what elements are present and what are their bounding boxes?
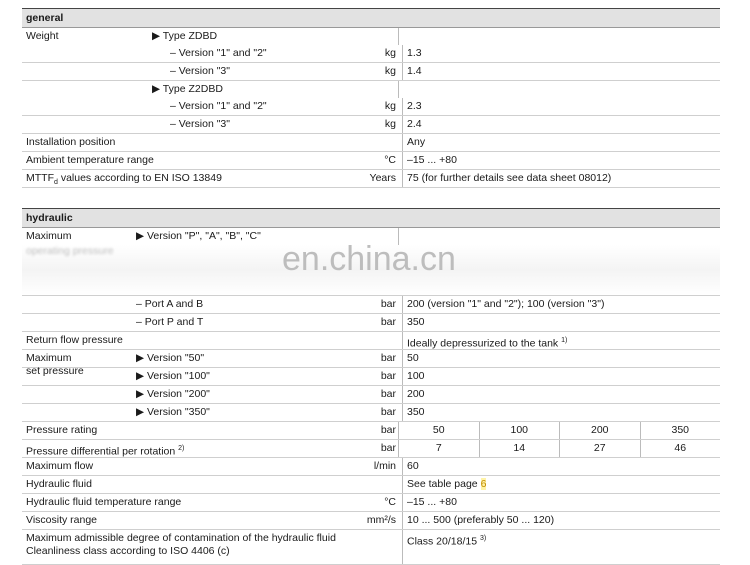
table-row xyxy=(22,314,720,332)
max-set-label-2: set pressure xyxy=(26,365,84,377)
unit: Years xyxy=(369,172,396,184)
table-row xyxy=(22,63,720,81)
diff-label-text: Pressure differential per rotation xyxy=(26,445,176,458)
divider xyxy=(398,81,399,98)
value: –15 ... +80 xyxy=(402,152,457,169)
table-row xyxy=(22,332,720,350)
version-label: ▶ Version "100" xyxy=(136,370,210,382)
table-row xyxy=(22,512,720,530)
contam-value: Class 20/18/15 xyxy=(407,535,478,548)
max-operating-label: Maximum xyxy=(26,230,72,242)
footnote-ref: 3) xyxy=(479,535,487,542)
version-label: ▶ Version "50" xyxy=(136,352,205,364)
watermark: en.china.cn xyxy=(282,240,456,278)
value: 2.4 xyxy=(402,116,422,133)
table-row xyxy=(22,422,720,440)
rating-values xyxy=(398,422,720,439)
version-label: ▶ Version "350" xyxy=(136,406,210,418)
mttf-label xyxy=(26,170,222,191)
table-row xyxy=(22,28,720,45)
diff-cell: 27 xyxy=(559,440,640,457)
unit: bar xyxy=(380,388,396,400)
value: 100 xyxy=(402,368,425,385)
table-row xyxy=(22,458,720,476)
rating-cell: 200 xyxy=(559,422,640,439)
value: 350 xyxy=(402,314,425,331)
unit: bar xyxy=(380,316,396,328)
weight-label: Weight xyxy=(26,30,59,42)
table-row xyxy=(22,494,720,512)
value: 200 xyxy=(402,386,425,403)
page-link[interactable]: 6 xyxy=(480,478,487,490)
unit: °C xyxy=(384,496,396,508)
max-flow-label: Maximum flow xyxy=(26,460,94,472)
rating-cell: 100 xyxy=(479,422,560,439)
footnote-ref: 2) xyxy=(178,445,185,452)
table-row xyxy=(22,152,720,170)
version-pabc-label: ▶ Version "P", "A", "B", "C" xyxy=(136,230,261,242)
table-row xyxy=(22,365,720,386)
fluid-label: Hydraulic fluid xyxy=(26,478,92,490)
spec-table xyxy=(22,8,720,565)
fluid-value: See table page xyxy=(407,478,481,490)
diff-cell: 7 xyxy=(398,440,479,457)
value: 10 ... 500 (preferably 50 ... 120) xyxy=(402,512,554,529)
table-row xyxy=(22,350,720,368)
return-value: Ideally depressurized to the tank xyxy=(407,337,559,350)
unit: bar xyxy=(380,298,396,310)
pressure-rating-label: Pressure rating xyxy=(26,424,98,436)
port-label: – Port P and T xyxy=(136,316,204,328)
value: 1.3 xyxy=(402,45,422,62)
install-label: Installation position xyxy=(26,136,116,148)
value: –15 ... +80 xyxy=(402,494,457,511)
value: 350 xyxy=(402,404,425,421)
unit: bar xyxy=(380,442,396,454)
type-zdbd-label: ▶ Type ZDBD xyxy=(152,30,218,42)
diff-cell: 46 xyxy=(640,440,721,457)
unit: kg xyxy=(384,118,396,130)
viscosity-label: Viscosity range xyxy=(26,514,98,526)
rating-cell: 50 xyxy=(398,422,479,439)
unit: °C xyxy=(384,154,396,166)
value: 50 xyxy=(402,350,419,367)
diff-values xyxy=(398,440,720,457)
table-row xyxy=(22,296,720,314)
value: 75 (for further details see data sheet 08012) xyxy=(402,170,611,187)
diff-cell: 14 xyxy=(479,440,560,457)
mttf-label-a: MTTF xyxy=(26,172,54,184)
return-flow-label: Return flow pressure xyxy=(26,334,123,346)
value xyxy=(402,530,486,564)
value xyxy=(402,476,486,493)
table-row xyxy=(22,116,720,134)
table-row xyxy=(22,440,720,458)
footnote-ref: 1) xyxy=(561,337,568,344)
mttf-label-sub: d xyxy=(54,179,58,187)
rating-cell: 350 xyxy=(640,422,721,439)
value: 2.3 xyxy=(402,98,422,115)
value: 200 (version "1" and "2"); 100 (version "3") xyxy=(402,296,604,313)
unit: bar xyxy=(380,406,396,418)
version-label: – Version "1" and "2" xyxy=(170,47,267,59)
table-row xyxy=(22,530,720,565)
unit: kg xyxy=(384,100,396,112)
contamination-label: Maximum admissible degree of contamination of the hydraulic fluid xyxy=(26,532,336,544)
unit: bar xyxy=(380,370,396,382)
value: 60 xyxy=(402,458,419,475)
unit: kg xyxy=(384,65,396,77)
type-z2dbd-label: ▶ Type Z2DBD xyxy=(152,83,223,95)
section-header-hydraulic: hydraulic xyxy=(22,208,720,228)
table-row xyxy=(22,476,720,494)
table-row xyxy=(22,45,720,63)
cleanliness-label: Cleanliness class according to ISO 4406 (c) xyxy=(26,545,230,557)
table-row xyxy=(22,386,720,404)
table-row xyxy=(22,134,720,152)
max-set-label: Maximum xyxy=(26,352,72,364)
version-label: – Version "3" xyxy=(170,118,230,130)
section-header-general: general xyxy=(22,8,720,28)
mttf-label-b: values according to EN ISO 13849 xyxy=(57,172,222,184)
unit: bar xyxy=(380,424,396,436)
max-operating-label-2: operating pressure xyxy=(26,245,114,257)
unit: mm²/s xyxy=(366,514,396,526)
unit: kg xyxy=(384,47,396,59)
table-row xyxy=(22,98,720,116)
divider xyxy=(398,28,399,45)
table-row xyxy=(22,170,720,188)
value: Any xyxy=(402,134,425,151)
value: 1.4 xyxy=(402,63,422,80)
unit: l/min xyxy=(373,460,396,472)
ambient-label: Ambient temperature range xyxy=(26,154,154,166)
fluid-temp-label: Hydraulic fluid temperature range xyxy=(26,496,182,508)
version-label: ▶ Version "200" xyxy=(136,388,210,400)
table-row xyxy=(22,404,720,422)
value xyxy=(402,332,567,349)
version-label: – Version "3" xyxy=(170,65,230,77)
version-label: – Version "1" and "2" xyxy=(170,100,267,112)
unit: bar xyxy=(380,352,396,364)
port-label: – Port A and B xyxy=(136,298,204,310)
table-row xyxy=(22,81,720,98)
